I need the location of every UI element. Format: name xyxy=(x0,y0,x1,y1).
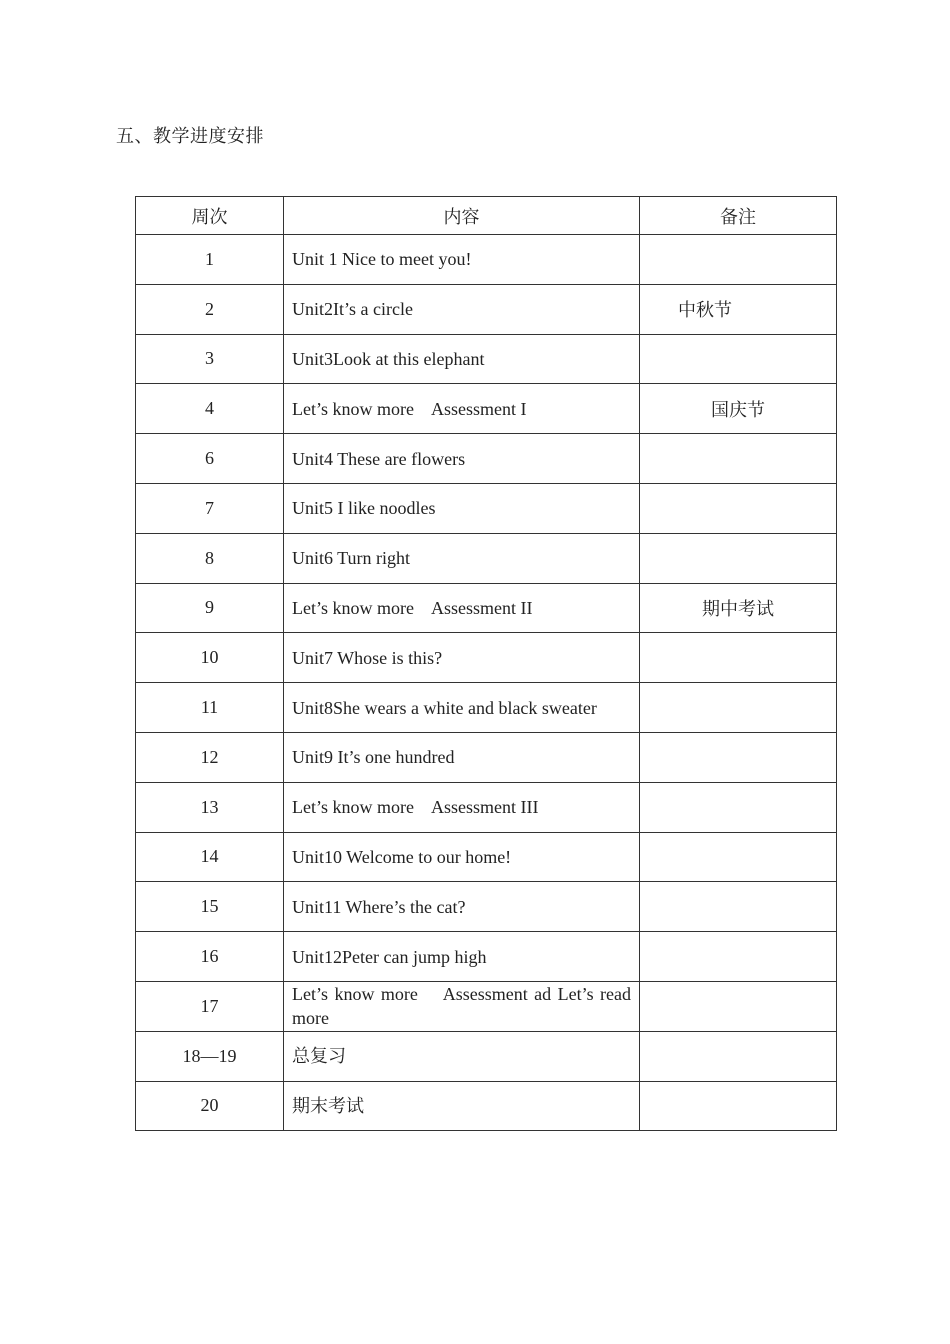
cell-content: Unit7 Whose is this? xyxy=(284,633,640,683)
table-row xyxy=(136,683,837,733)
cell-content: Unit 1 Nice to meet you! xyxy=(284,235,640,285)
cell-content: Let’s know more Assessment ad Let’s read more xyxy=(284,981,640,1031)
cell-content: Unit4 These are flowers xyxy=(284,434,640,484)
cell-content: Unit6 Turn right xyxy=(284,533,640,583)
table-row xyxy=(136,583,837,633)
schedule-table xyxy=(135,196,837,1131)
table-row xyxy=(136,832,837,882)
cell-week: 16 xyxy=(136,932,284,982)
table-row xyxy=(136,1031,837,1081)
cell-week: 10 xyxy=(136,633,284,683)
cell-content: Unit11 Where’s the cat? xyxy=(284,882,640,932)
cell-note xyxy=(640,832,837,882)
cell-note xyxy=(640,235,837,285)
cell-note xyxy=(640,981,837,1031)
cell-content: Unit2It’s a circle xyxy=(284,284,640,334)
table-row xyxy=(136,633,837,683)
cell-content: Unit10 Welcome to our home! xyxy=(284,832,640,882)
table-row xyxy=(136,533,837,583)
cell-note xyxy=(640,882,837,932)
cell-week: 11 xyxy=(136,683,284,733)
cell-content: Unit3Look at this elephant xyxy=(284,334,640,384)
cell-week: 6 xyxy=(136,434,284,484)
cell-note xyxy=(640,533,837,583)
cell-week: 15 xyxy=(136,882,284,932)
cell-note xyxy=(640,483,837,533)
table-row xyxy=(136,284,837,334)
cell-content: Unit9 It’s one hundred xyxy=(284,732,640,782)
cell-week: 1 xyxy=(136,235,284,285)
cell-week: 7 xyxy=(136,483,284,533)
cell-content: Unit12Peter can jump high xyxy=(284,932,640,982)
cell-content: Unit5 I like noodles xyxy=(284,483,640,533)
cell-content: Let’s know more Assessment II xyxy=(284,583,640,633)
header-content: 内容 xyxy=(284,197,640,235)
table-row xyxy=(136,384,837,434)
cell-week: 20 xyxy=(136,1081,284,1131)
table-row xyxy=(136,334,837,384)
cell-week: 9 xyxy=(136,583,284,633)
table-header-row xyxy=(136,197,837,235)
cell-content: 期末考试 xyxy=(284,1081,640,1131)
cell-note xyxy=(640,732,837,782)
cell-week: 2 xyxy=(136,284,284,334)
cell-note xyxy=(640,1081,837,1131)
cell-week: 3 xyxy=(136,334,284,384)
table-row xyxy=(136,882,837,932)
cell-week: 8 xyxy=(136,533,284,583)
cell-week: 12 xyxy=(136,732,284,782)
section-heading: 五、教学进度安排 xyxy=(116,126,264,146)
table-row xyxy=(136,235,837,285)
cell-content: Let’s know more Assessment I xyxy=(284,384,640,434)
cell-note xyxy=(640,683,837,733)
table-row xyxy=(136,981,837,1031)
table-row xyxy=(136,434,837,484)
cell-note xyxy=(640,1031,837,1081)
cell-note xyxy=(640,782,837,832)
cell-note xyxy=(640,633,837,683)
cell-week: 13 xyxy=(136,782,284,832)
cell-content: 总复习 xyxy=(284,1031,640,1081)
cell-note xyxy=(640,932,837,982)
cell-note: 中秋节 xyxy=(640,284,837,334)
cell-week: 14 xyxy=(136,832,284,882)
table-row xyxy=(136,1081,837,1131)
table-row xyxy=(136,782,837,832)
cell-note: 期中考试 xyxy=(640,583,837,633)
cell-content: Let’s know more Assessment III xyxy=(284,782,640,832)
cell-week: 4 xyxy=(136,384,284,434)
cell-note xyxy=(640,434,837,484)
table-row xyxy=(136,932,837,982)
cell-week: 18—19 xyxy=(136,1031,284,1081)
cell-week: 17 xyxy=(136,981,284,1031)
table-row xyxy=(136,732,837,782)
cell-note xyxy=(640,334,837,384)
header-note: 备注 xyxy=(640,197,837,235)
cell-content: Unit8She wears a white and black sweater xyxy=(284,683,640,733)
cell-note: 国庆节 xyxy=(640,384,837,434)
table-row xyxy=(136,483,837,533)
header-week: 周次 xyxy=(136,197,284,235)
